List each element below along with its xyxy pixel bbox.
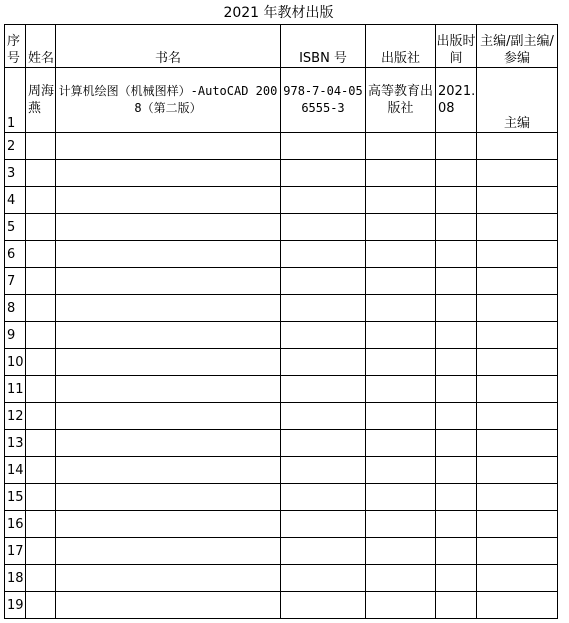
empty-cell [436, 376, 477, 403]
empty-cell [281, 484, 366, 511]
cell-role: 主编 [477, 68, 558, 133]
page-title: 2021 年教材出版 [223, 5, 334, 21]
cell-seq: 13 [5, 430, 26, 457]
header-isbn: ISBN 号 [281, 25, 366, 68]
empty-cell [477, 268, 558, 295]
empty-cell [366, 133, 436, 160]
empty-cell [436, 214, 477, 241]
table-row [5, 403, 558, 430]
textbook-table [4, 24, 558, 619]
header-role: 主编/副主编/参编 [477, 25, 558, 68]
table-row [5, 68, 558, 133]
cell-seq: 18 [5, 565, 26, 592]
empty-cell [26, 430, 56, 457]
empty-cell [281, 511, 366, 538]
empty-cell [281, 268, 366, 295]
empty-cell [281, 133, 366, 160]
empty-cell [56, 322, 281, 349]
empty-cell [56, 349, 281, 376]
empty-cell [366, 214, 436, 241]
cell-seq: 14 [5, 457, 26, 484]
empty-cell [56, 430, 281, 457]
table-row [5, 484, 558, 511]
empty-cell [366, 538, 436, 565]
empty-cell [366, 403, 436, 430]
empty-cell [436, 322, 477, 349]
cell-seq: 15 [5, 484, 26, 511]
cell-seq: 1 [5, 68, 26, 133]
empty-cell [477, 160, 558, 187]
empty-cell [436, 187, 477, 214]
cell-seq: 5 [5, 214, 26, 241]
empty-cell [366, 295, 436, 322]
empty-cell [26, 160, 56, 187]
empty-cell [477, 133, 558, 160]
empty-cell [366, 484, 436, 511]
empty-cell [366, 430, 436, 457]
header-seq: 序号 [5, 25, 26, 68]
empty-cell [366, 160, 436, 187]
empty-cell [281, 160, 366, 187]
cell-seq: 11 [5, 376, 26, 403]
empty-cell [56, 160, 281, 187]
empty-cell [436, 430, 477, 457]
empty-cell [477, 376, 558, 403]
empty-cell [477, 592, 558, 619]
table-row [5, 187, 558, 214]
header-book-title: 书名 [56, 25, 281, 68]
cell-seq: 2 [5, 133, 26, 160]
cell-pub-date: 2021.08 [436, 68, 477, 133]
empty-cell [56, 403, 281, 430]
empty-cell [26, 295, 56, 322]
empty-cell [281, 457, 366, 484]
table-row [5, 349, 558, 376]
empty-cell [56, 538, 281, 565]
empty-cell [56, 187, 281, 214]
table-row [5, 430, 558, 457]
cell-seq: 10 [5, 349, 26, 376]
empty-cell [436, 484, 477, 511]
empty-cell [26, 511, 56, 538]
table-row [5, 376, 558, 403]
empty-cell [281, 187, 366, 214]
empty-cell [281, 592, 366, 619]
empty-cell [26, 241, 56, 268]
empty-cell [56, 511, 281, 538]
cell-seq: 19 [5, 592, 26, 619]
empty-cell [26, 376, 56, 403]
empty-cell [56, 376, 281, 403]
empty-cell [281, 376, 366, 403]
empty-cell [281, 565, 366, 592]
table-row [5, 295, 558, 322]
cell-seq: 4 [5, 187, 26, 214]
empty-cell [26, 592, 56, 619]
empty-cell [436, 268, 477, 295]
empty-cell [26, 349, 56, 376]
empty-cell [366, 187, 436, 214]
empty-cell [56, 457, 281, 484]
empty-cell [281, 538, 366, 565]
cell-publisher: 高等教育出版社 [366, 68, 436, 133]
empty-cell [436, 457, 477, 484]
table-row [5, 511, 558, 538]
empty-cell [366, 376, 436, 403]
empty-cell [26, 133, 56, 160]
empty-cell [436, 160, 477, 187]
empty-cell [436, 511, 477, 538]
empty-cell [477, 403, 558, 430]
empty-cell [281, 241, 366, 268]
empty-cell [366, 349, 436, 376]
empty-cell [26, 538, 56, 565]
header-pub-date: 出版时间 [436, 25, 477, 68]
empty-cell [366, 322, 436, 349]
empty-cell [366, 268, 436, 295]
empty-cell [477, 295, 558, 322]
cell-name [26, 68, 56, 133]
empty-cell [366, 592, 436, 619]
empty-cell [366, 565, 436, 592]
empty-cell [477, 349, 558, 376]
table-row [5, 133, 558, 160]
empty-cell [56, 133, 281, 160]
empty-cell [26, 565, 56, 592]
cell-isbn: 978-7-04-056555-3 [281, 68, 366, 133]
author-name: 周海燕 [28, 84, 55, 116]
header-publisher: 出版社 [366, 25, 436, 68]
empty-cell [366, 457, 436, 484]
empty-cell [477, 430, 558, 457]
cell-seq: 12 [5, 403, 26, 430]
header-row [5, 25, 558, 68]
empty-cell [26, 484, 56, 511]
empty-cell [477, 457, 558, 484]
empty-cell [26, 214, 56, 241]
empty-cell [56, 295, 281, 322]
cell-seq: 8 [5, 295, 26, 322]
empty-cell [366, 241, 436, 268]
empty-cell [477, 484, 558, 511]
empty-cell [26, 187, 56, 214]
empty-cell [436, 565, 477, 592]
empty-cell [281, 214, 366, 241]
table-row [5, 268, 558, 295]
empty-cell [477, 187, 558, 214]
table-row [5, 457, 558, 484]
empty-cell [281, 322, 366, 349]
table-row [5, 241, 558, 268]
empty-cell [56, 592, 281, 619]
empty-cell [477, 241, 558, 268]
cell-book-title: 计算机绘图（机械图样）-AutoCAD 2008（第二版） [56, 68, 281, 133]
empty-cell [56, 565, 281, 592]
table-row [5, 214, 558, 241]
empty-cell [477, 214, 558, 241]
empty-cell [436, 349, 477, 376]
empty-cell [477, 322, 558, 349]
empty-cell [281, 295, 366, 322]
empty-cell [436, 538, 477, 565]
empty-cell [477, 538, 558, 565]
empty-cell [26, 322, 56, 349]
empty-cell [56, 214, 281, 241]
cell-seq: 16 [5, 511, 26, 538]
table-row [5, 322, 558, 349]
cell-seq: 3 [5, 160, 26, 187]
empty-cell [436, 133, 477, 160]
empty-cell [477, 511, 558, 538]
header-name: 姓名 [26, 25, 56, 68]
empty-cell [436, 592, 477, 619]
empty-cell [26, 268, 56, 295]
empty-cell [436, 403, 477, 430]
table-row [5, 538, 558, 565]
cell-seq: 6 [5, 241, 26, 268]
cell-seq: 17 [5, 538, 26, 565]
empty-cell [56, 241, 281, 268]
empty-cell [56, 484, 281, 511]
table-row [5, 160, 558, 187]
empty-cell [26, 403, 56, 430]
empty-cell [26, 457, 56, 484]
empty-cell [436, 295, 477, 322]
empty-cell [281, 349, 366, 376]
empty-cell [56, 268, 281, 295]
cell-seq: 9 [5, 322, 26, 349]
table-row [5, 592, 558, 619]
cell-seq: 7 [5, 268, 26, 295]
table-row [5, 565, 558, 592]
empty-cell [477, 565, 558, 592]
empty-cell [281, 403, 366, 430]
empty-cell [281, 430, 366, 457]
empty-cell [366, 511, 436, 538]
empty-cell [436, 241, 477, 268]
